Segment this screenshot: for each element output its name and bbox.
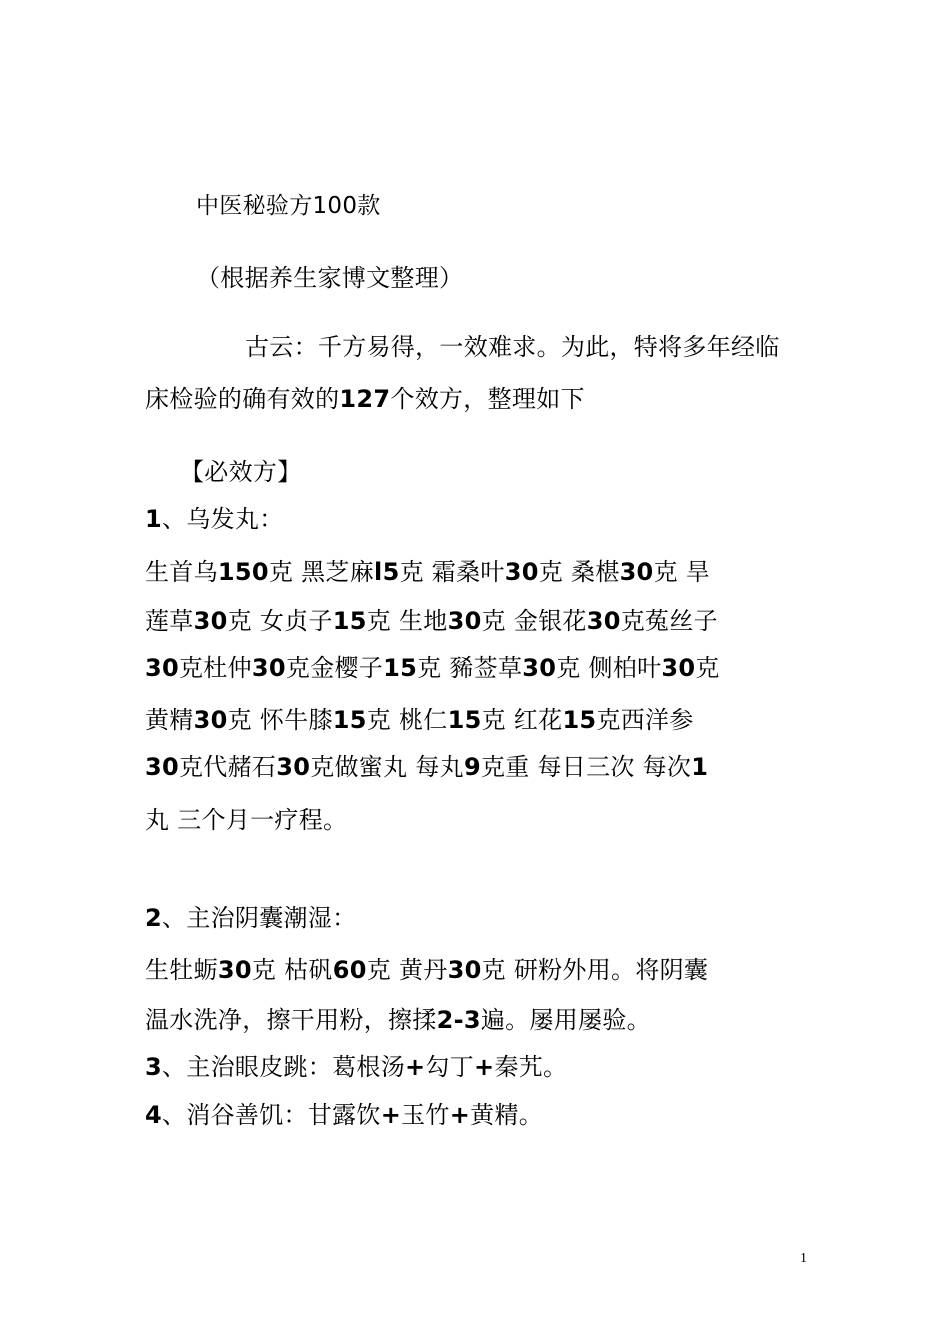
bold-run: 30 — [586, 607, 621, 635]
bold-run: 30 — [522, 654, 557, 682]
text-run: 克 女贞子 — [227, 607, 333, 635]
bold-run: 15 — [332, 706, 367, 734]
bold-run: + — [449, 1101, 471, 1129]
text-run: 克重 每日三次 每次 — [480, 753, 692, 781]
text-run: 克 黑芝麻 — [268, 558, 375, 586]
text-run: 床检验的确有效的 — [145, 385, 340, 413]
text-run: 克代赭石 — [179, 753, 277, 781]
text-run: 克做蜜丸 每丸 — [310, 753, 464, 781]
text-run: 克 — [695, 654, 720, 682]
page-number: 1 — [800, 1251, 807, 1266]
text-run: 莲草 — [145, 607, 194, 635]
remedy-line — [145, 653, 720, 683]
text-run: 克 怀牛膝 — [227, 706, 333, 734]
bold-run: 30 — [619, 558, 654, 586]
remedy-line — [145, 805, 347, 835]
remedy-header — [145, 1100, 543, 1130]
text-run: 克 旱 — [653, 558, 711, 586]
text-run: 克 枯矾 — [251, 956, 333, 984]
bold-run: 150 — [217, 558, 269, 586]
text-run: 、主治阴囊潮湿： — [162, 904, 357, 932]
bold-run: + — [474, 1053, 495, 1081]
text-run: 生牡蛎 — [145, 956, 218, 984]
text-run: 克 霜桑叶 — [399, 558, 505, 586]
remedy-line — [145, 606, 718, 636]
remedy-line — [145, 752, 708, 782]
remedy-line — [145, 705, 694, 735]
section-heading: 【必效方】 — [180, 458, 302, 486]
bold-run: 30 — [447, 956, 482, 984]
text-run: 克 黄丹 — [366, 956, 448, 984]
text-run: 、乌发丸： — [162, 505, 284, 533]
bold-run: 30 — [661, 654, 696, 682]
bold-run: 30 — [504, 558, 539, 586]
bold-run: 30 — [251, 654, 286, 682]
text-run: 生首乌 — [145, 558, 218, 586]
bold-run: 1 — [691, 753, 709, 781]
text-run: 克 红花 — [481, 706, 563, 734]
text-run: 克金樱子 — [285, 654, 384, 682]
text-run: 古云：千方易得，一效难求。为此，特将多年经临 — [245, 333, 780, 361]
text-run: 勾丁 — [425, 1053, 475, 1081]
text-run: 、主治眼皮跳：葛根汤 — [162, 1053, 405, 1081]
bold-run: 15 — [383, 654, 418, 682]
bold-run: 127 — [339, 385, 391, 413]
text-run: 克西洋参 — [596, 706, 694, 734]
text-run: 克 金银花 — [481, 607, 587, 635]
text-run: 黄精 — [145, 706, 194, 734]
text-run: 秦艽。 — [494, 1053, 568, 1081]
text-run: 克 生地 — [366, 607, 448, 635]
bold-run: 9 — [463, 753, 481, 781]
text-run: 克 豨莶草 — [417, 654, 523, 682]
bold-run: 30 — [193, 607, 228, 635]
bold-run: 2-3 — [436, 1006, 481, 1034]
bold-run: 1 — [145, 505, 162, 533]
bold-run: 15 — [562, 706, 597, 734]
bold-run: 15 — [332, 607, 367, 635]
remedy-header — [145, 504, 284, 534]
text-run: 遍。屡用屡验。 — [480, 1006, 651, 1034]
document-title: 中医秘验方100款 — [196, 193, 381, 219]
bold-run: 30 — [145, 753, 179, 781]
document-subtitle: （根据养生家博文整理） — [196, 264, 464, 292]
text-run: 克杜仲 — [179, 654, 252, 682]
text-run: 个效方，整理如下 — [390, 385, 585, 413]
bold-run: 15 — [447, 706, 482, 734]
remedy-line — [145, 1005, 651, 1035]
bold-run: 60 — [332, 956, 367, 984]
text-run: 克菟丝子 — [620, 607, 718, 635]
intro-line — [245, 332, 780, 362]
text-run: 丸 三个月一疗程。 — [145, 806, 348, 834]
remedy-header — [145, 903, 356, 933]
remedy-header — [145, 1052, 567, 1082]
bold-run: 30 — [276, 753, 311, 781]
text-run: 克 研粉外用。将阴囊 — [481, 956, 709, 984]
bold-run: 30 — [217, 956, 252, 984]
remedy-line — [145, 955, 708, 985]
bold-run: 30 — [447, 607, 482, 635]
text-run: 玉竹 — [401, 1101, 450, 1129]
bold-run: 30 — [145, 654, 179, 682]
bold-run: l5 — [374, 558, 400, 586]
text-run: 温水洗净，擦干用粉，擦揉 — [145, 1006, 437, 1034]
bold-run: + — [405, 1053, 426, 1081]
text-run: 克 侧柏叶 — [556, 654, 662, 682]
bold-run: 4 — [145, 1101, 162, 1129]
intro-line — [145, 384, 585, 414]
bold-run: 2 — [145, 904, 162, 932]
remedy-line — [145, 557, 710, 587]
text-run: 、消谷善饥：甘露饮 — [162, 1101, 381, 1129]
bold-run: 3 — [145, 1053, 162, 1081]
text-run: 克 桑椹 — [538, 558, 620, 586]
bold-run: + — [380, 1101, 402, 1129]
text-run: 黄精。 — [470, 1101, 544, 1129]
bold-run: 30 — [193, 706, 228, 734]
text-run: 克 桃仁 — [366, 706, 448, 734]
